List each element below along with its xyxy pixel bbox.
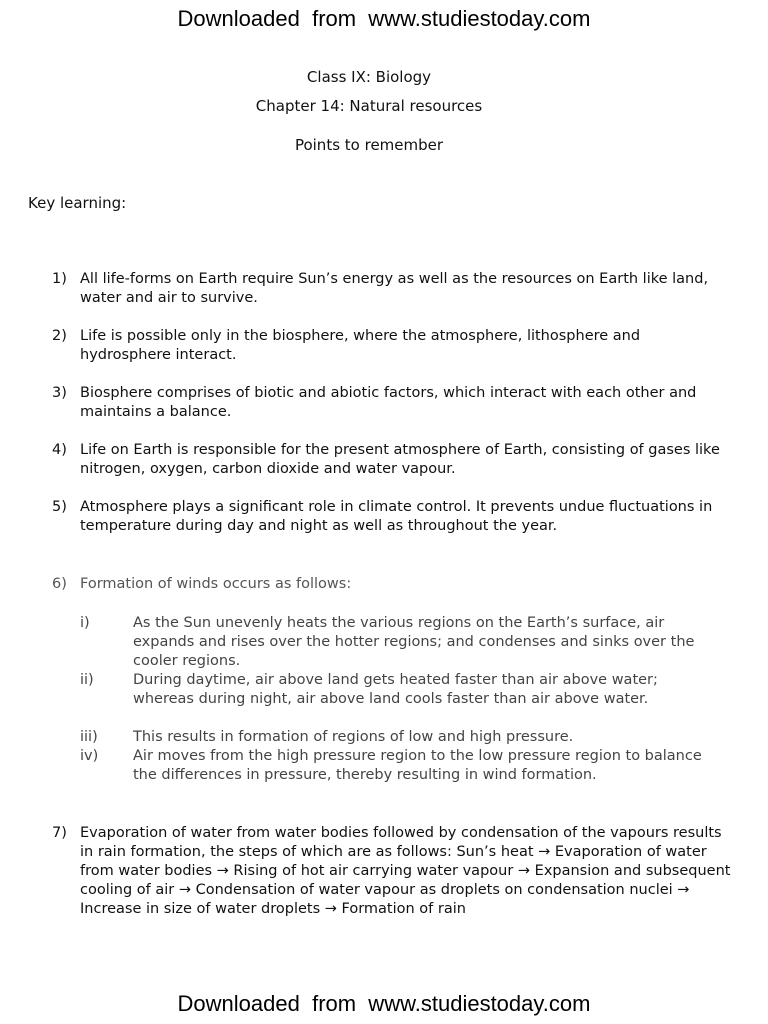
key-learning-heading: Key learning: bbox=[28, 194, 127, 212]
sub-point-item bbox=[80, 747, 720, 785]
sub-point-item bbox=[80, 614, 720, 671]
point-number: 2) bbox=[52, 328, 67, 344]
point-number: 6) bbox=[52, 576, 67, 592]
point-text: Life is possible only in the biosphere, where the atmosphere, lithosphere and hydrosphere interact. bbox=[80, 328, 641, 363]
point-item bbox=[52, 575, 732, 594]
section-title: Points to remember bbox=[294, 136, 444, 154]
point-number: 3) bbox=[52, 385, 67, 401]
point-text: All life-forms on Earth require Sun’s energy as well as the resources on Earth like land, water and air to survive. bbox=[80, 271, 709, 306]
footer-banner: Downloaded from www.studiestoday.com bbox=[177, 991, 591, 1016]
point-item bbox=[52, 384, 732, 422]
point-item bbox=[52, 270, 732, 308]
point-text: Biosphere comprises of biotic and abiotic factors, which interact with each other and maintains a balance. bbox=[80, 385, 697, 420]
sub-point-text: Air moves from the high pressure region to the low pressure region to balance the differences in pressure, thereby resulting in wind formation. bbox=[133, 748, 702, 783]
sub-point-item bbox=[80, 728, 720, 747]
point-item bbox=[52, 441, 732, 479]
point-text: Formation of winds occurs as follows: bbox=[80, 576, 352, 592]
header-banner: Downloaded from www.studiestoday.com bbox=[177, 6, 591, 31]
sub-point-item bbox=[80, 671, 720, 709]
point-item bbox=[52, 327, 732, 365]
class-title: Class IX: Biology bbox=[306, 68, 432, 86]
sub-point-number: iii) bbox=[80, 729, 98, 745]
sub-point-text: During daytime, air above land gets heated faster than air above water; whereas during night, air above land cools faster than air above water. bbox=[133, 672, 658, 707]
sub-point-number: ii) bbox=[80, 672, 94, 688]
point-item bbox=[52, 824, 732, 919]
sub-point-number: iv) bbox=[80, 748, 99, 764]
point-number: 1) bbox=[52, 271, 67, 287]
point-item bbox=[52, 498, 732, 536]
point-text: Life on Earth is responsible for the present atmosphere of Earth, consisting of gases like nitrogen, oxygen, carbon dioxide and water vapour. bbox=[80, 442, 720, 477]
point-number: 5) bbox=[52, 499, 67, 515]
point-number: 7) bbox=[52, 825, 67, 841]
point-text: Evaporation of water from water bodies followed by condensation of the vapours results in rain formation, the steps of which are as follows: Sun’s heat → Evaporation of water from water bodies → Rising of hot air carrying water vapour → Expansion and subsequent cooling of air → Condensation of water vapour as droplets on condensation nuclei → Increase in size of water droplets → Formation of rain bbox=[80, 825, 731, 917]
point-text: Atmosphere plays a significant role in climate control. It prevents undue fluctuations in temperature during day and night as well as throughout the year. bbox=[80, 499, 713, 534]
sub-point-text: As the Sun unevenly heats the various regions on the Earth’s surface, air expands and rises over the hotter regions; and condenses and sinks over the cooler regions. bbox=[133, 615, 695, 669]
point-number: 4) bbox=[52, 442, 67, 458]
chapter-title: Chapter 14: Natural resources bbox=[255, 97, 483, 115]
sub-point-text: This results in formation of regions of low and high pressure. bbox=[133, 729, 574, 745]
sub-point-number: i) bbox=[80, 615, 90, 631]
